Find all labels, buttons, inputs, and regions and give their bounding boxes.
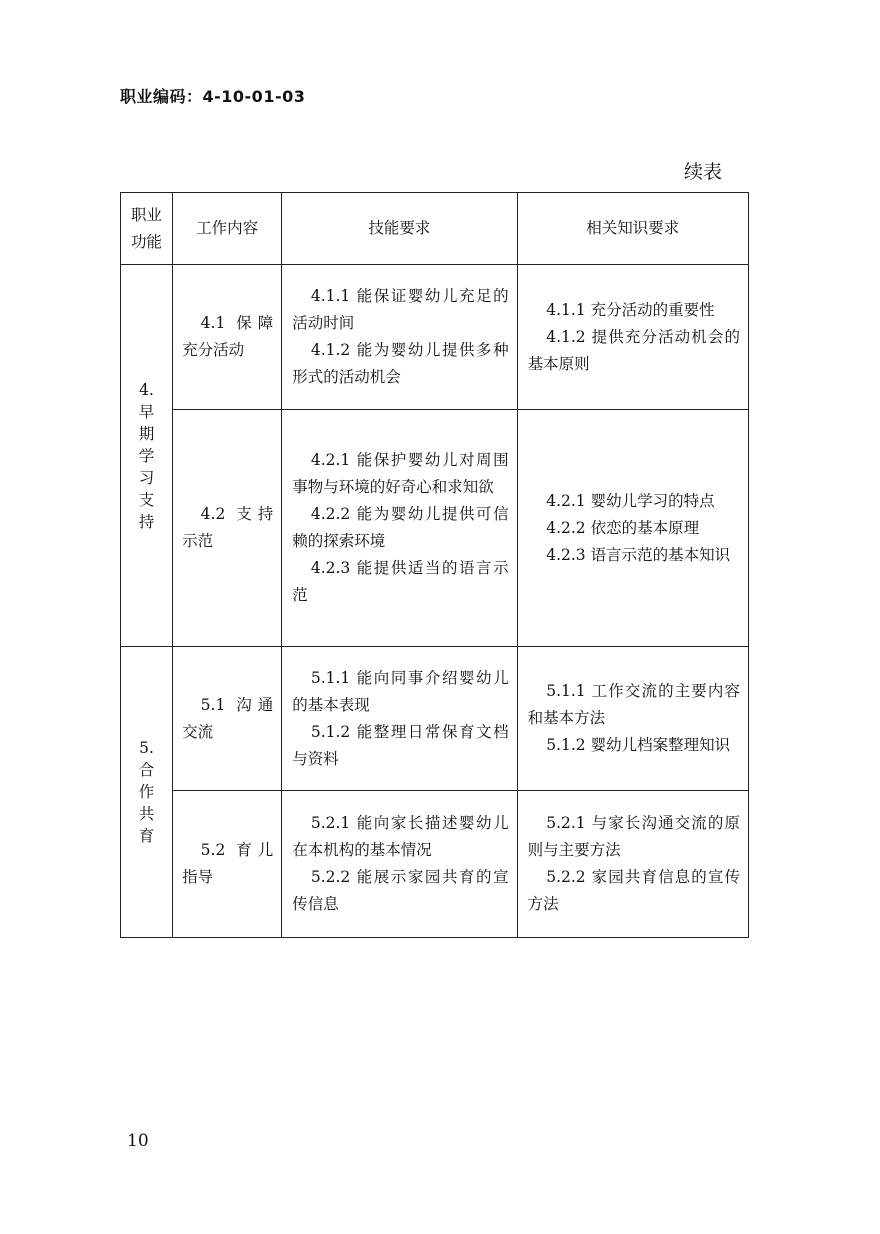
skill-item: 5.2.2 能展示家园共育的宣传信息: [292, 868, 509, 913]
skill-item: 5.1.1 能向同事介绍婴幼儿的基本表现: [292, 668, 509, 714]
content-cell: 4.2 支持示范: [173, 410, 282, 647]
knowledge-cell: [517, 265, 748, 410]
function-cell: 4. 早期学习支持: [121, 265, 173, 647]
content-cell: 5.1 沟通交流: [173, 647, 282, 791]
header-knowledge: 相关知识要求: [517, 193, 748, 265]
skill-item: 5.1.2 能整理日常保育文档与资料: [292, 722, 509, 768]
knowledge-cell: [517, 410, 748, 647]
table-row: [121, 410, 749, 647]
table-header-row: [121, 193, 749, 265]
continued-label: 续表: [684, 161, 723, 183]
knowledge-item: 5.1.2 婴幼儿档案整理知识: [546, 736, 731, 754]
table-row: [121, 791, 749, 938]
knowledge-cell: [517, 791, 748, 938]
occupation-code: 职业编码：4-10-01-03: [120, 87, 306, 106]
header-skills: 技能要求: [282, 193, 517, 265]
function-cell: 5. 合作共育: [121, 647, 173, 938]
skill-item: 5.2.1 能向家长描述婴幼儿在本机构的基本情况: [292, 814, 509, 859]
skill-item: 4.1.2 能为婴幼儿提供多种形式的活动机会: [292, 341, 509, 386]
skill-item: 4.1.1 能保证婴幼儿充足的活动时间: [292, 287, 509, 332]
content-cell: 5.2 育儿指导: [173, 791, 282, 938]
skills-cell: [282, 647, 517, 791]
knowledge-item: 4.2.2 依恋的基本原理: [546, 518, 700, 537]
knowledge-item: 5.2.1 与家长沟通交流的原则与主要方法: [527, 814, 740, 859]
knowledge-item: 5.1.1 工作交流的主要内容和基本方法: [527, 682, 740, 727]
content-cell: 4.1 保障充分活动: [173, 265, 282, 410]
knowledge-item: 4.1.2 提供充分活动机会的基本原则: [527, 327, 740, 373]
skills-cell: [282, 791, 517, 938]
knowledge-item: 5.2.2 家园共育信息的宣传方法: [527, 868, 740, 913]
knowledge-item: 4.2.3 语言示范的基本知识: [546, 545, 731, 564]
skills-table: [120, 192, 749, 938]
skill-item: 4.2.1 能保护婴幼儿对周围事物与环境的好奇心和求知欲: [292, 451, 509, 496]
table-row: [121, 647, 749, 791]
skills-cell: [282, 265, 517, 410]
skill-item: 4.2.3 能提供适当的语言示范: [292, 559, 509, 604]
knowledge-item: 4.2.1 婴幼儿学习的特点: [546, 491, 715, 510]
header-function: 职业功能: [121, 193, 173, 265]
page-number: 10: [127, 1131, 149, 1151]
table-row: [121, 265, 749, 410]
knowledge-cell: [517, 647, 748, 791]
skill-item: 4.2.2 能为婴幼儿提供可信赖的探索环境: [292, 505, 509, 550]
skills-cell: [282, 410, 517, 647]
knowledge-item: 4.1.1 充分活动的重要性: [546, 300, 715, 319]
header-content: 工作内容: [173, 193, 282, 265]
